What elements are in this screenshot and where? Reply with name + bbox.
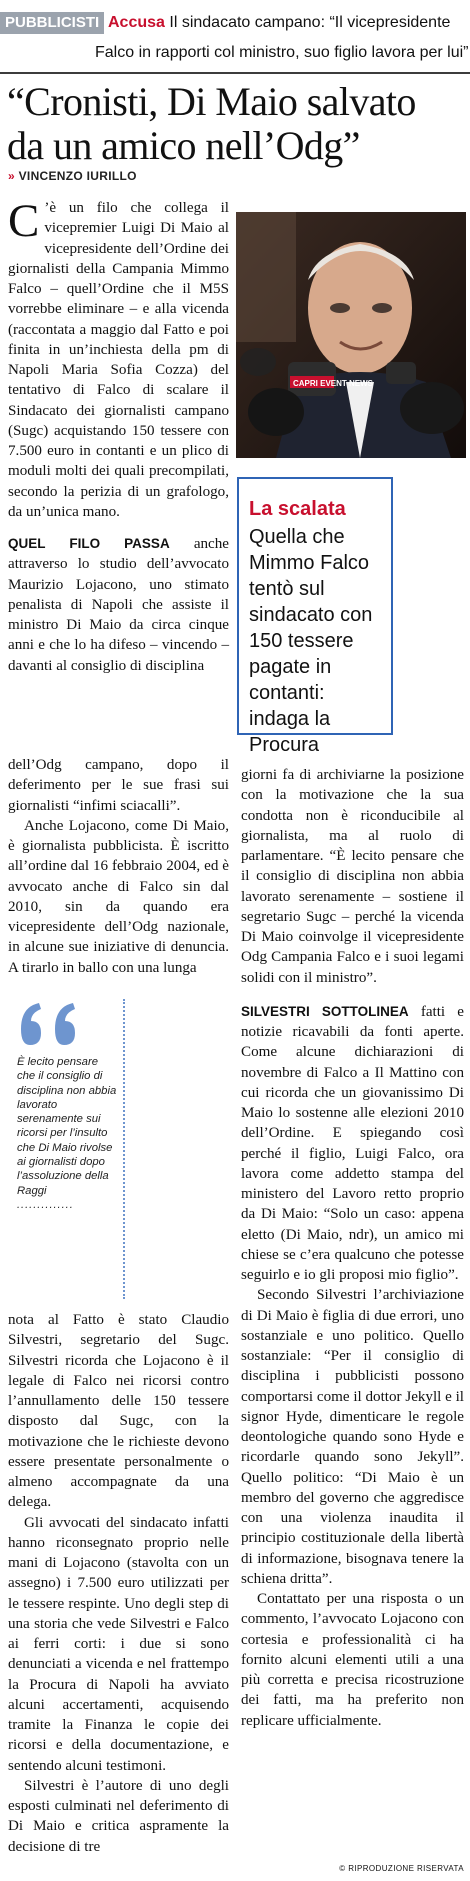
kicker	[108, 12, 450, 34]
kicker-word: Accusa	[108, 14, 165, 31]
pull-quote-dots: ..............	[17, 1198, 74, 1211]
subhead-1: QUEL FILO PASSA	[8, 536, 170, 551]
paragraph-4: nota al Fatto è stato Claudio Silvestri, segretario del Sugc. Silvestri ricorda che Lojacono è il legale di Falco nei ricorsi contro l’annullamento delle 150 tessere disposto dal Sugc, con la motivazione che le richieste devono essere presentate personalmente o almeno accompagnate da una delega.	[8, 1312, 229, 1511]
paragraph-9: Secondo Silvestri l’archiviazione di Di Maio è figlia di due errori, uno sostanziale e uno politico. Quello sostanziale: “Per il consiglio di disciplina i pubblicisti possono comportarsi come il dottor Jekyll e il signor Hyde, dimenticare le regole deontologiche quando sono Hyde e ricordarle quando sono Jekyll”. Quello politico: “Di Maio è un membro del governo che aggredisce con una violenza inaudita il principio costituzionale della libertà di informazione, bisognava tenere la schiena dritta”.	[241, 1287, 465, 1587]
copyright-notice: © RIPRODUZIONE RISERVATA	[339, 1864, 464, 1873]
header-rule	[0, 72, 470, 74]
dropcap: C	[8, 195, 40, 247]
sidebar-box-text: Quella che Mimmo Falco tentò sul sindacato con 150 tessere pagate in contanti: indaga la Procura	[249, 526, 373, 756]
paragraph-7: giorni fa di archiviarne la posizione con la motivazione che la sua condotta non è riconducibile al giornalista, ma al ruolo di parlamentare. “È lecito pensare che il consiglio di disciplina non abbia lavorato serenamente – sostiene il segretario Sugc – perché la vicenda Di Maio coinvolge il vicepresidente Odg Campania Falco e i suoi legami solidi con il ministro”.	[241, 767, 464, 986]
paragraph-5: Gli avvocati del sindacato infatti hanno riconsegnato proprio nelle mani di Lojacono (stavolta con un assegno) i 7.500 euro utilizzati per le tessere respinte. Uno degli step di una storia che vede Silvestri e Falco ai ferri corti: i due si sono denunciati a vicenda e nel frattempo la Procura di Napoli ha avviato alcuni accertamenti, acquisendo tramite la Finanza le copie dei ricorsi e della documentazione, e sentendo alcuni testimoni.	[8, 1514, 229, 1774]
byline-author: VINCENZO IURILLO	[18, 169, 137, 183]
headline	[7, 80, 467, 168]
article-column-2	[241, 765, 464, 1731]
article-column-1c	[8, 1310, 229, 1857]
article-column-1a	[8, 195, 230, 676]
sidebar-box-title: La scalata	[249, 498, 346, 520]
photo-man-with-microphones	[236, 212, 466, 458]
photo-icon	[236, 212, 466, 458]
headline-line-1: “Cronisti, Di Maio salvato	[7, 79, 416, 124]
sidebar-box	[237, 477, 393, 756]
section-tag: PUBBLICISTI	[0, 12, 104, 34]
subhead-2: SILVESTRI SOTTOLINEA	[241, 1003, 409, 1019]
article-column-1b	[8, 755, 229, 978]
paragraph-6: Silvestri è l’autore di uno degli esposti culminati nel deferimento di Di Maio e critica aspramente la decisione di tre	[8, 1777, 229, 1855]
pull-quote-text: È lecito pensare che il consiglio di disciplina non abbia lavorato serenamente sui ricorsi per l’insulto che Di Maio rivolse ai giornalisti dopo l’assoluzione della Raggi ..............	[17, 1056, 117, 1211]
quote-marks-icon	[17, 999, 117, 1049]
paragraph-10: Contattato per una risposta o un commento, l’avvocato Lojacono con cortesia e professionalità ci ha fornito alcuni elementi utili a una più corretta e precisa ricostruzione dei fatti, ma ha preferito non replicare ufficialmente.	[241, 1591, 464, 1729]
paragraph-1: C ’è un filo che collega il vicepremier Luigi Di Maio al vicepresidente dell’Ordine dei giornalisti della Campania Mimmo Falco – quell’Ordine che il M5S vorrebbe eliminare – e alla vicenda (raccontata a maggio dal Fatto e poi finita in un’inchiesta della pm di Napoli Maria Sofia Cozza) del tentativo di Falco di scalare il Sindacato dei giornalisti campano (Sugc) acquistando 150 tessere con 7.500 euro in contanti e un plico di moduli molti dei quali precompilati, secondo la perizia di un grafologo, da un’unica mano.	[8, 195, 229, 520]
paragraph-2b: dell’Odg campano, dopo il deferimento per le sue frasi sui giornalisti “infimi sciacalli”.	[8, 757, 229, 814]
paragraph-8: SILVESTRI SOTTOLINEA fatti e notizie ricavabili da fonti aperte. Come alcune dichiarazioni di novembre di Falco a Il Mattino con cui ricorda che un giovanissimo Di Maio lo sostenne alle elezioni 2010 dell’Ordine. E spiegando così perché il figlio, Luigi Falco, ora lavora come addetto stampa del ministero del Lavoro retto proprio da Di Maio: “Solo un caso: appena eletto (Di Maio, ndr), un amico mi chiese se c’era qualcuno che potesse seguirlo e io gli proposi mio figlio”.	[241, 1003, 464, 1283]
pull-quote	[17, 999, 125, 1299]
mic-label: CAPRI EVENT NEWS	[293, 379, 374, 388]
kicker-text: Il sindacato campano: “Il vicepresidente	[164, 14, 451, 31]
byline	[8, 169, 137, 183]
article-header	[0, 0, 470, 74]
headline-line-2: da un amico nell’Odg”	[7, 123, 360, 168]
kicker-text-2: Falco in rapporti col ministro, suo figlio lavora per lui”	[95, 44, 469, 61]
paragraph-3: Anche Lojacono, come Di Maio, è giornalista pubblicista. È iscritto all’ordine dal 16 febbraio 2004, ed è avvocato anche di Falco sin dal 2010, sin da quando era vicepresidente dell’Odg nazionale, in alcune sue iniziative di denuncia. A tirarlo in ballo con una lunga	[8, 817, 229, 976]
byline-arrow: »	[8, 169, 15, 183]
paragraph-2: QUEL FILO PASSA anche attraverso lo studio dell’avvocato Maurizio Lojacono, uno stimato penalista di Napoli che assiste il ministro Di Maio da circa cinque anni e che lo ha difeso – vincendo – davanti al consiglio di disciplina	[8, 536, 230, 674]
